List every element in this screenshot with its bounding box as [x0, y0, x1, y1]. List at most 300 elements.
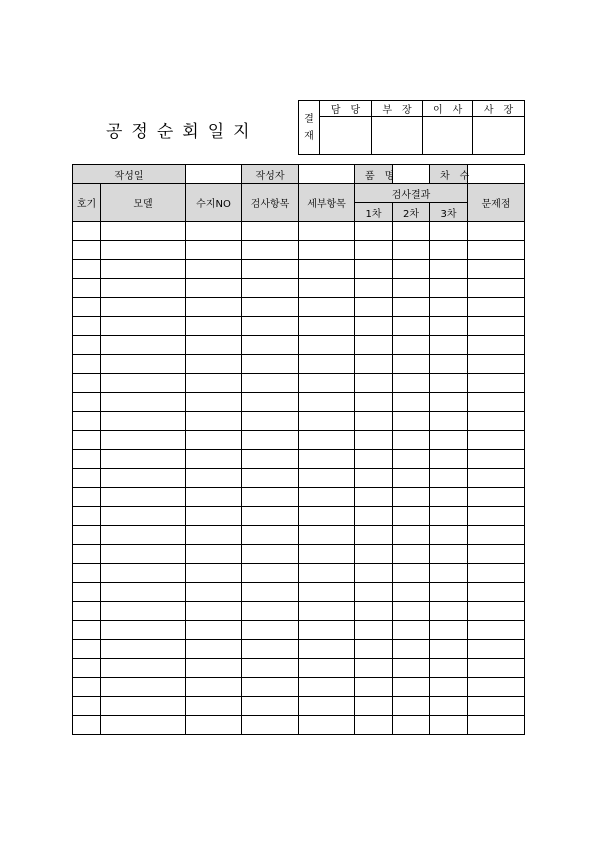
approval-side-label-1: 결: [304, 113, 314, 125]
table-cell[interactable]: [355, 260, 393, 279]
table-cell[interactable]: [186, 355, 242, 374]
table-cell[interactable]: [393, 640, 430, 659]
table-cell[interactable]: [393, 241, 430, 260]
table-cell[interactable]: [299, 222, 355, 241]
approval-sign-director[interactable]: [423, 117, 473, 155]
table-row: [73, 279, 525, 298]
table-cell[interactable]: [73, 317, 101, 336]
table-cell[interactable]: [242, 374, 299, 393]
table-cell[interactable]: [186, 621, 242, 640]
table-body: [73, 222, 525, 735]
table-cell[interactable]: [468, 545, 525, 564]
product-label: 품명: [355, 165, 393, 184]
table-cell[interactable]: [430, 260, 468, 279]
table-cell[interactable]: [186, 602, 242, 621]
table-cell[interactable]: [393, 621, 430, 640]
table-cell[interactable]: [355, 336, 393, 355]
table-cell[interactable]: [393, 526, 430, 545]
table-row: [73, 393, 525, 412]
table-cell[interactable]: [186, 545, 242, 564]
table-cell[interactable]: [299, 716, 355, 735]
table-cell[interactable]: [73, 488, 101, 507]
table-cell[interactable]: [468, 317, 525, 336]
table-row: [73, 336, 525, 355]
table-cell[interactable]: [101, 697, 186, 716]
table-cell[interactable]: [468, 716, 525, 735]
table-cell[interactable]: [430, 602, 468, 621]
table-row: [73, 526, 525, 545]
table-cell[interactable]: [299, 412, 355, 431]
table-row: [73, 678, 525, 697]
header-result-1: 1차: [355, 203, 393, 222]
table-cell[interactable]: [101, 431, 186, 450]
table-cell[interactable]: [101, 583, 186, 602]
table-cell[interactable]: [430, 564, 468, 583]
table-cell[interactable]: [101, 393, 186, 412]
table-cell[interactable]: [299, 298, 355, 317]
table-cell[interactable]: [393, 488, 430, 507]
table-cell[interactable]: [242, 412, 299, 431]
table-cell[interactable]: [430, 621, 468, 640]
header-no: 호기: [73, 184, 101, 222]
table-cell[interactable]: [73, 222, 101, 241]
table-cell[interactable]: [186, 716, 242, 735]
table-row: [73, 298, 525, 317]
header-result-2: 2차: [393, 203, 430, 222]
table-cell[interactable]: [242, 507, 299, 526]
table-cell[interactable]: [299, 678, 355, 697]
table-cell[interactable]: [393, 716, 430, 735]
table-cell[interactable]: [101, 412, 186, 431]
table-row: [73, 355, 525, 374]
table-cell[interactable]: [468, 374, 525, 393]
table-cell[interactable]: [468, 640, 525, 659]
table-cell[interactable]: [242, 488, 299, 507]
table-cell[interactable]: [355, 583, 393, 602]
table-cell[interactable]: [430, 507, 468, 526]
table-cell[interactable]: [101, 374, 186, 393]
table-cell[interactable]: [355, 298, 393, 317]
table-cell[interactable]: [73, 659, 101, 678]
table-cell[interactable]: [73, 716, 101, 735]
table-cell[interactable]: [393, 507, 430, 526]
table-cell[interactable]: [430, 412, 468, 431]
table-cell[interactable]: [186, 564, 242, 583]
table-cell[interactable]: [186, 298, 242, 317]
table-cell[interactable]: [73, 450, 101, 469]
table-cell[interactable]: [468, 450, 525, 469]
author-field[interactable]: [299, 165, 355, 184]
table-row: [73, 640, 525, 659]
table-cell[interactable]: [186, 469, 242, 488]
table-cell[interactable]: [468, 526, 525, 545]
table-cell[interactable]: [186, 260, 242, 279]
table-cell[interactable]: [299, 602, 355, 621]
table-cell[interactable]: [468, 564, 525, 583]
table-cell[interactable]: [468, 241, 525, 260]
header-model: 모델: [101, 184, 186, 222]
table-cell[interactable]: [355, 393, 393, 412]
table-cell[interactable]: [101, 222, 186, 241]
table-cell[interactable]: [242, 355, 299, 374]
table-cell[interactable]: [242, 469, 299, 488]
table-cell[interactable]: [73, 621, 101, 640]
table-cell[interactable]: [393, 602, 430, 621]
table-cell[interactable]: [430, 374, 468, 393]
table-row: [73, 222, 525, 241]
table-cell[interactable]: [299, 697, 355, 716]
table-cell[interactable]: [73, 260, 101, 279]
table-cell[interactable]: [101, 640, 186, 659]
table-cell[interactable]: [430, 279, 468, 298]
table-row: [73, 583, 525, 602]
table-cell[interactable]: [242, 545, 299, 564]
table-cell[interactable]: [299, 659, 355, 678]
table-cell[interactable]: [355, 602, 393, 621]
table-cell[interactable]: [393, 697, 430, 716]
table-cell[interactable]: [393, 279, 430, 298]
table-cell[interactable]: [73, 431, 101, 450]
table-row: [73, 450, 525, 469]
table-cell[interactable]: [393, 374, 430, 393]
approval-role-president: 사장: [473, 101, 525, 117]
table-cell[interactable]: [393, 260, 430, 279]
table-cell[interactable]: [101, 564, 186, 583]
table-cell[interactable]: [101, 450, 186, 469]
table-cell[interactable]: [355, 241, 393, 260]
table-cell[interactable]: [430, 298, 468, 317]
approval-side-label: [299, 101, 320, 155]
table-cell[interactable]: [73, 564, 101, 583]
table-cell[interactable]: [355, 621, 393, 640]
approval-role-manager: 부장: [372, 101, 423, 117]
table-cell[interactable]: [242, 678, 299, 697]
table-cell[interactable]: [73, 374, 101, 393]
table-cell[interactable]: [73, 279, 101, 298]
table-cell[interactable]: [393, 545, 430, 564]
table-cell[interactable]: [355, 659, 393, 678]
table-cell[interactable]: [186, 526, 242, 545]
table-cell[interactable]: [355, 317, 393, 336]
table-cell[interactable]: [468, 393, 525, 412]
table-cell[interactable]: [73, 545, 101, 564]
table-cell[interactable]: [73, 640, 101, 659]
table-row: [73, 716, 525, 735]
table-cell[interactable]: [242, 222, 299, 241]
table-cell[interactable]: [468, 260, 525, 279]
table-cell[interactable]: [468, 279, 525, 298]
table-row: [73, 260, 525, 279]
table-cell[interactable]: [73, 697, 101, 716]
table-cell[interactable]: [242, 279, 299, 298]
table-row: [73, 507, 525, 526]
table-cell[interactable]: [430, 222, 468, 241]
table-cell[interactable]: [355, 507, 393, 526]
table-cell[interactable]: [393, 393, 430, 412]
table-cell[interactable]: [393, 412, 430, 431]
table-cell[interactable]: [393, 583, 430, 602]
table-cell[interactable]: [186, 450, 242, 469]
table-cell[interactable]: [468, 659, 525, 678]
table-cell[interactable]: [73, 393, 101, 412]
table-cell[interactable]: [299, 260, 355, 279]
table-cell[interactable]: [242, 583, 299, 602]
table-cell[interactable]: [186, 317, 242, 336]
table-cell[interactable]: [430, 526, 468, 545]
table-cell[interactable]: [186, 336, 242, 355]
table-cell[interactable]: [242, 393, 299, 412]
table-cell[interactable]: [393, 678, 430, 697]
table-cell[interactable]: [101, 469, 186, 488]
table-cell[interactable]: [430, 317, 468, 336]
table-cell[interactable]: [299, 336, 355, 355]
table-cell[interactable]: [101, 659, 186, 678]
table-cell[interactable]: [186, 412, 242, 431]
table-cell[interactable]: [73, 241, 101, 260]
table-cell[interactable]: [242, 298, 299, 317]
table-cell[interactable]: [430, 640, 468, 659]
table-cell[interactable]: [355, 678, 393, 697]
table-cell[interactable]: [299, 241, 355, 260]
table-cell[interactable]: [101, 241, 186, 260]
table-cell[interactable]: [242, 526, 299, 545]
table-row: [73, 374, 525, 393]
table-cell[interactable]: [393, 564, 430, 583]
table-cell[interactable]: [242, 640, 299, 659]
table-cell[interactable]: [355, 355, 393, 374]
approval-role-staff: 담당: [320, 101, 372, 117]
approval-side-label-2: 재: [304, 130, 314, 142]
table-row: [73, 431, 525, 450]
table-cell[interactable]: [101, 355, 186, 374]
table-cell[interactable]: [430, 393, 468, 412]
table-cell[interactable]: [299, 488, 355, 507]
table-row: [73, 488, 525, 507]
table-cell[interactable]: [468, 336, 525, 355]
table-cell[interactable]: [430, 355, 468, 374]
table-cell[interactable]: [393, 450, 430, 469]
approval-sign-manager[interactable]: [372, 117, 423, 155]
table-cell[interactable]: [242, 564, 299, 583]
table-cell[interactable]: [242, 431, 299, 450]
table-cell[interactable]: [186, 583, 242, 602]
table-cell[interactable]: [355, 488, 393, 507]
table-cell[interactable]: [101, 298, 186, 317]
table-cell[interactable]: [430, 697, 468, 716]
table-cell[interactable]: [355, 545, 393, 564]
round-label: 차수: [430, 165, 468, 184]
table-cell[interactable]: [468, 697, 525, 716]
table-cell[interactable]: [299, 450, 355, 469]
table-cell[interactable]: [242, 621, 299, 640]
table-cell[interactable]: [355, 716, 393, 735]
header-resin: 수지NO: [186, 184, 242, 222]
header-detail: 세부항목: [299, 184, 355, 222]
table-cell[interactable]: [430, 469, 468, 488]
approval-role-director: 이사: [423, 101, 473, 117]
table-cell[interactable]: [242, 336, 299, 355]
table-cell[interactable]: [186, 678, 242, 697]
table-cell[interactable]: [355, 697, 393, 716]
table-cell[interactable]: [101, 260, 186, 279]
table-cell[interactable]: [299, 583, 355, 602]
table-cell[interactable]: [430, 241, 468, 260]
table-cell[interactable]: [299, 564, 355, 583]
table-cell[interactable]: [299, 279, 355, 298]
table-cell[interactable]: [355, 450, 393, 469]
approval-sign-staff[interactable]: [320, 117, 372, 155]
table-cell[interactable]: [186, 507, 242, 526]
table-cell[interactable]: [393, 659, 430, 678]
table-cell[interactable]: [299, 355, 355, 374]
header-result-3: 3차: [430, 203, 468, 222]
table-cell[interactable]: [73, 583, 101, 602]
table-row: [73, 697, 525, 716]
table-cell[interactable]: [468, 488, 525, 507]
table-cell[interactable]: [393, 336, 430, 355]
table-row: [73, 564, 525, 583]
table-row: [73, 602, 525, 621]
table-cell[interactable]: [393, 317, 430, 336]
table-cell[interactable]: [101, 602, 186, 621]
table-cell[interactable]: [299, 431, 355, 450]
table-cell[interactable]: [242, 241, 299, 260]
table-cell[interactable]: [186, 488, 242, 507]
table-cell[interactable]: [355, 640, 393, 659]
table-row: [73, 545, 525, 564]
table-cell[interactable]: [430, 450, 468, 469]
table-cell[interactable]: [299, 640, 355, 659]
page-title: 공정순회일지: [106, 122, 259, 142]
date-field[interactable]: [186, 165, 242, 184]
table-cell[interactable]: [101, 526, 186, 545]
table-cell[interactable]: [242, 260, 299, 279]
table-cell[interactable]: [430, 659, 468, 678]
table-cell[interactable]: [73, 678, 101, 697]
table-cell[interactable]: [101, 507, 186, 526]
table-cell[interactable]: [355, 469, 393, 488]
table-cell[interactable]: [101, 488, 186, 507]
table-cell[interactable]: [355, 374, 393, 393]
table-cell[interactable]: [101, 678, 186, 697]
author-label: 작성자: [242, 165, 299, 184]
table-cell[interactable]: [468, 678, 525, 697]
table-cell[interactable]: [355, 431, 393, 450]
table-cell[interactable]: [186, 374, 242, 393]
table-cell[interactable]: [299, 507, 355, 526]
table-cell[interactable]: [73, 469, 101, 488]
table-cell[interactable]: [468, 412, 525, 431]
table-cell[interactable]: [101, 716, 186, 735]
header-result: 검사결과: [355, 184, 468, 203]
table-cell[interactable]: [101, 545, 186, 564]
table-cell[interactable]: [73, 412, 101, 431]
table-cell[interactable]: [393, 222, 430, 241]
table-cell[interactable]: [299, 621, 355, 640]
table-cell[interactable]: [468, 621, 525, 640]
table-cell[interactable]: [430, 336, 468, 355]
table-cell[interactable]: [355, 222, 393, 241]
table-cell[interactable]: [430, 488, 468, 507]
table-cell[interactable]: [430, 583, 468, 602]
table-row: [73, 317, 525, 336]
table-cell[interactable]: [355, 279, 393, 298]
table-cell[interactable]: [242, 317, 299, 336]
table-cell[interactable]: [468, 298, 525, 317]
table-cell[interactable]: [186, 659, 242, 678]
table-cell[interactable]: [73, 355, 101, 374]
table-row: [73, 469, 525, 488]
table-cell[interactable]: [242, 450, 299, 469]
approval-sign-president[interactable]: [473, 117, 525, 155]
table-cell[interactable]: [73, 298, 101, 317]
header-item: 검사항목: [242, 184, 299, 222]
table-cell[interactable]: [299, 374, 355, 393]
table-cell[interactable]: [299, 545, 355, 564]
table-row: [73, 621, 525, 640]
approval-box: [298, 100, 525, 155]
table-cell[interactable]: [430, 716, 468, 735]
table-cell[interactable]: [101, 279, 186, 298]
table-cell[interactable]: [73, 526, 101, 545]
table-cell[interactable]: [242, 697, 299, 716]
table-cell[interactable]: [393, 298, 430, 317]
table-cell[interactable]: [101, 317, 186, 336]
table-cell[interactable]: [468, 602, 525, 621]
header-issue: 문제점: [468, 184, 525, 222]
table-cell[interactable]: [393, 431, 430, 450]
table-cell[interactable]: [186, 697, 242, 716]
table-cell[interactable]: [299, 526, 355, 545]
table-cell[interactable]: [393, 469, 430, 488]
table-cell[interactable]: [468, 469, 525, 488]
table-cell[interactable]: [186, 640, 242, 659]
table-cell[interactable]: [299, 317, 355, 336]
table-cell[interactable]: [468, 507, 525, 526]
table-cell[interactable]: [186, 222, 242, 241]
table-cell[interactable]: [468, 222, 525, 241]
table-cell[interactable]: [355, 564, 393, 583]
table-cell[interactable]: [186, 241, 242, 260]
date-label: 작성일: [73, 165, 186, 184]
table-cell[interactable]: [355, 412, 393, 431]
table-cell[interactable]: [186, 279, 242, 298]
table-cell[interactable]: [430, 545, 468, 564]
inspection-table: [72, 164, 525, 735]
table-cell[interactable]: [468, 431, 525, 450]
table-cell[interactable]: [299, 393, 355, 412]
table-cell[interactable]: [299, 469, 355, 488]
table-cell[interactable]: [73, 602, 101, 621]
table-cell[interactable]: [242, 602, 299, 621]
table-row: [73, 412, 525, 431]
table-cell[interactable]: [73, 507, 101, 526]
table-cell[interactable]: [242, 659, 299, 678]
table-cell[interactable]: [468, 355, 525, 374]
table-cell[interactable]: [73, 336, 101, 355]
table-cell[interactable]: [393, 355, 430, 374]
table-cell[interactable]: [468, 583, 525, 602]
table-cell[interactable]: [242, 716, 299, 735]
table-cell[interactable]: [430, 678, 468, 697]
table-cell[interactable]: [186, 431, 242, 450]
table-cell[interactable]: [355, 526, 393, 545]
table-cell[interactable]: [101, 621, 186, 640]
table-cell[interactable]: [186, 393, 242, 412]
table-row: [73, 659, 525, 678]
table-cell[interactable]: [101, 336, 186, 355]
table-cell[interactable]: [430, 431, 468, 450]
